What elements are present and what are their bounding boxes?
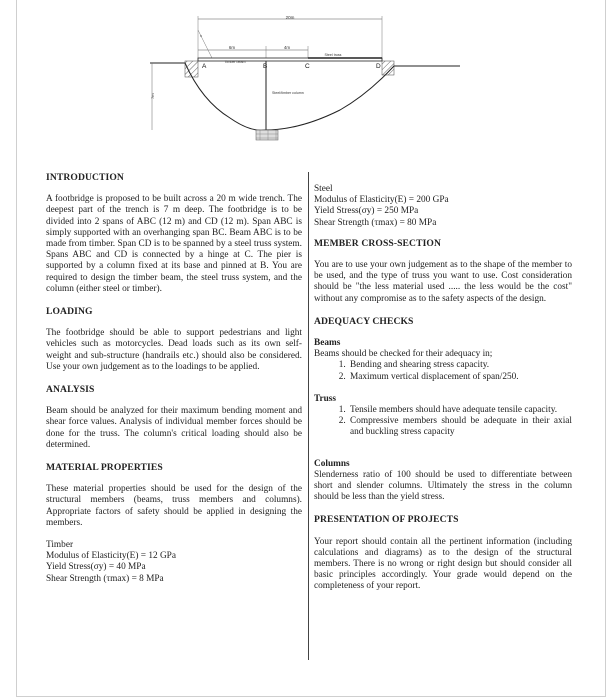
- depth-label: 7m: [150, 93, 155, 99]
- member-cross-section-heading: MEMBER CROSS-SECTION: [314, 237, 442, 249]
- left-abutment: [185, 61, 198, 77]
- introduction-text: A footbridge is proposed to be built across a 20 m wide trench. The deepest part of the trench is 7 m deep. The footbridge is to be divided into 2 spans of ABC (12 m) and CD (12 m). Span ABC is simply supported with an overhanging span BC. Beam ABC is to be made from timber. Span CD is to be spanned by a steel truss system. Spans ABC and CD is connected by a hinge at C. The pier is supported by a column fixed at its base and pinned at B. You are required to design the timber beam, the steel truss system, and the column (either steel or timber).: [46, 194, 302, 294]
- presentation-heading: PRESENTATION OF PROJECTS: [314, 514, 459, 526]
- list-item: 1. Tensile members should have adequate tensile capacity.: [348, 405, 572, 416]
- column-label: Steel/timber column: [272, 91, 304, 95]
- timber-shear-strength: Shear Strength (τmax) = 8 MPa: [46, 573, 164, 584]
- loading-text: The footbridge should be able to support pedestrians and light vehicles such as motorcycles. Dead loads such as its own self-weight and sub-structure (handrails etc.) should also be considered. Use your own judgement as to the loadings to be applied.: [46, 328, 302, 372]
- dim-left-label: 6m: [228, 45, 236, 50]
- steel-properties: [314, 184, 572, 229]
- timber-beam-label: Timber beam: [224, 60, 246, 64]
- timber-yield-stress: Yield Stress(σy) = 40 MPa: [46, 562, 146, 573]
- loading-heading: LOADING: [46, 306, 93, 318]
- timber-properties: [46, 540, 302, 585]
- column-divider: [308, 172, 309, 660]
- dim-right-label: 4m: [283, 45, 291, 50]
- list-item: 1. Bending and shearing stress capacity.: [348, 360, 572, 371]
- beams-checklist: [314, 360, 572, 382]
- member-cross-section-text: You are to use your own judgement as to the shape of the member to be used, and the type of truss you want to use. Cost consideration should be "the less material used ..... the less would be the cost" without any compromise as to the safety aspects of the design.: [314, 260, 572, 304]
- timber-modulus: Modulus of Elasticity(E) = 12 GPa: [46, 551, 176, 562]
- columns-text: Slenderness ratio of 100 should be used to differentiate between short and slender columns. Ultimately the stress in the column should be less than the yield stress.: [314, 469, 572, 503]
- list-item: 2. Compressive members should be adequate in their axial and buckling stress capacity: [348, 416, 572, 438]
- steel-modulus: Modulus of Elasticity(E) = 200 GPa: [314, 195, 449, 206]
- dim-total-label: 20m: [285, 15, 295, 20]
- column-footing: [256, 130, 278, 140]
- beams-title: Beams: [314, 338, 341, 349]
- left-column: [46, 172, 302, 585]
- truss-title: Truss: [314, 393, 337, 404]
- timber-title: Timber: [46, 540, 74, 551]
- footbridge-diagram: [140, 6, 470, 158]
- point-c-label: C: [305, 63, 310, 70]
- steel-truss-label: Steel truss: [324, 53, 342, 57]
- svg-text:x: x: [200, 33, 202, 38]
- steel-shear-strength: Shear Strength (τmax) = 80 MPa: [314, 217, 437, 228]
- beams-text: Beams should be checked for their adequacy in;: [314, 349, 493, 360]
- right-column: [314, 172, 572, 593]
- list-item: 2. Maximum vertical displacement of span/250.: [348, 372, 572, 383]
- analysis-heading: ANALYSIS: [46, 384, 95, 396]
- adequacy-checks-heading: ADEQUACY CHECKS: [314, 315, 414, 327]
- material-properties-text: These material properties should be used for the design of the structural members (beams, truss members and columns). Appropriate factors of safety should be applied in designing the members.: [46, 484, 302, 528]
- steel-title: Steel: [314, 184, 333, 194]
- point-a-label: A: [202, 63, 207, 70]
- analysis-text: Beam should be analyzed for their maximum bending moment and shear force values. Analysis of individual member forces should be done for the truss. The column's critical loading should also be determined.: [46, 406, 302, 450]
- columns-title: Columns: [314, 458, 350, 469]
- steel-yield-stress: Yield Stress(σy) = 250 MPa: [314, 206, 419, 217]
- material-properties-heading: MATERIAL PROPERTIES: [46, 462, 163, 474]
- presentation-text: Your report should contain all the pertinent information (including calculations and diagrams) as to the design of the structural members. There is no wrong or right design but should consider all basic principles accordingly. Your grade would depend on the completeness of your report.: [314, 536, 572, 592]
- truss-checklist: [314, 405, 572, 439]
- introduction-heading: INTRODUCTION: [46, 172, 124, 183]
- point-d-label: D: [376, 63, 381, 70]
- point-b-label: B: [263, 63, 268, 70]
